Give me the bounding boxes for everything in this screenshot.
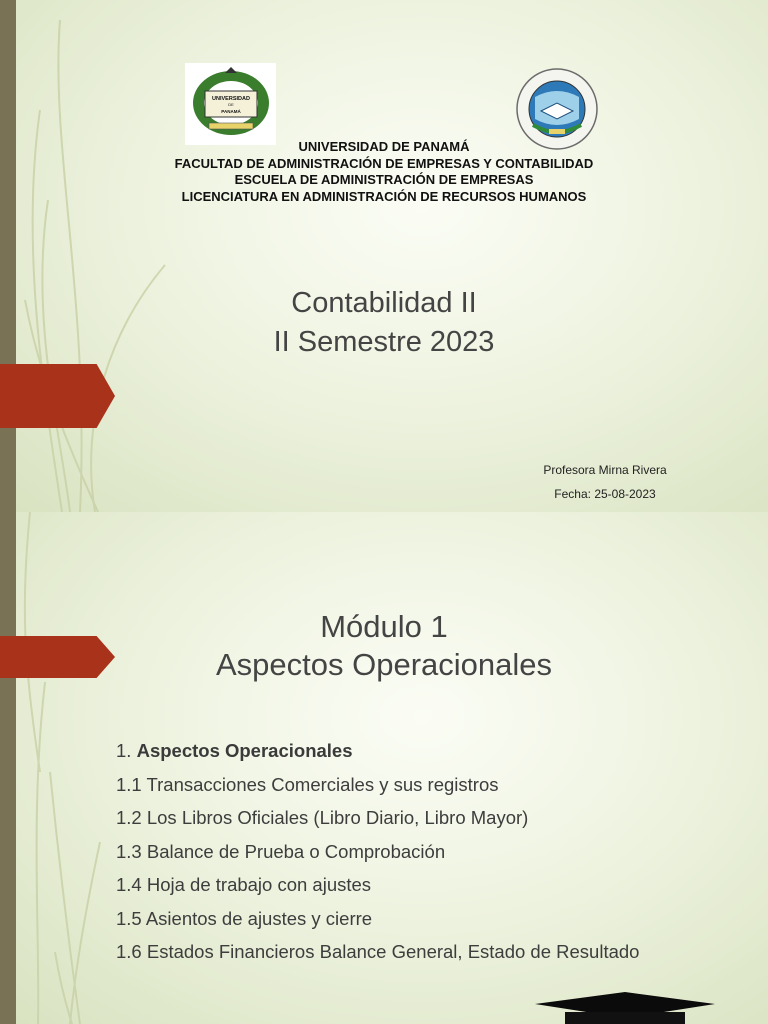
professor-name: Profesora Mirna Rivera xyxy=(543,463,667,477)
list-item: 1.2 Los Libros Oficiales (Libro Diario, Libro Mayor) xyxy=(116,807,529,828)
module-heading xyxy=(0,608,768,684)
topic-label: Aspectos Operacionales xyxy=(136,740,353,761)
presentation-date: Fecha: 25-08-2023 xyxy=(554,487,656,501)
seal-text-3: PANAMÁ xyxy=(221,109,241,114)
topic-list xyxy=(116,734,639,969)
list-item: 1.5 Asientos de ajustes y cierre xyxy=(116,907,373,929)
topic-number: 1. xyxy=(116,740,137,761)
semester: II Semestre 2023 xyxy=(273,326,495,358)
module-subtitle: Aspectos Operacionales xyxy=(215,647,553,682)
school-name: ESCUELA DE ADMINISTRACIÓN DE EMPRESAS xyxy=(234,172,534,187)
course-name: Contabilidad II xyxy=(291,287,477,319)
module-number: Módulo 1 xyxy=(320,609,448,644)
faculty-name: FACULTAD DE ADMINISTRACIÓN DE EMPRESAS Y CONTABILIDAD xyxy=(174,155,594,171)
course-title xyxy=(0,284,768,362)
institution-heading xyxy=(0,139,768,205)
list-item: 1.6 Estados Financieros Balance General, Estado de Resultado xyxy=(116,941,640,962)
seal-text-1: UNIVERSIDAD xyxy=(212,96,250,102)
seal-text-2: DE xyxy=(228,102,234,107)
module-slide xyxy=(0,512,768,1024)
decorative-stems xyxy=(0,0,200,512)
university-name: UNIVERSIDAD DE PANAMÁ xyxy=(298,139,470,154)
list-item: 1.4 Hoja de trabajo con ajustes xyxy=(116,874,372,895)
list-item: 1.1 Transacciones Comerciales y sus registros xyxy=(116,773,499,795)
list-item: 1.3 Balance de Prueba o Comprobación xyxy=(116,840,446,862)
university-seal-logo xyxy=(185,63,276,145)
list-item xyxy=(116,734,639,768)
program-name: LICENCIATURA EN ADMINISTRACIÓN DE RECURSOS HUMANOS xyxy=(181,188,587,204)
decorative-arrow xyxy=(0,364,115,428)
graduation-cap-icon xyxy=(525,992,725,1024)
